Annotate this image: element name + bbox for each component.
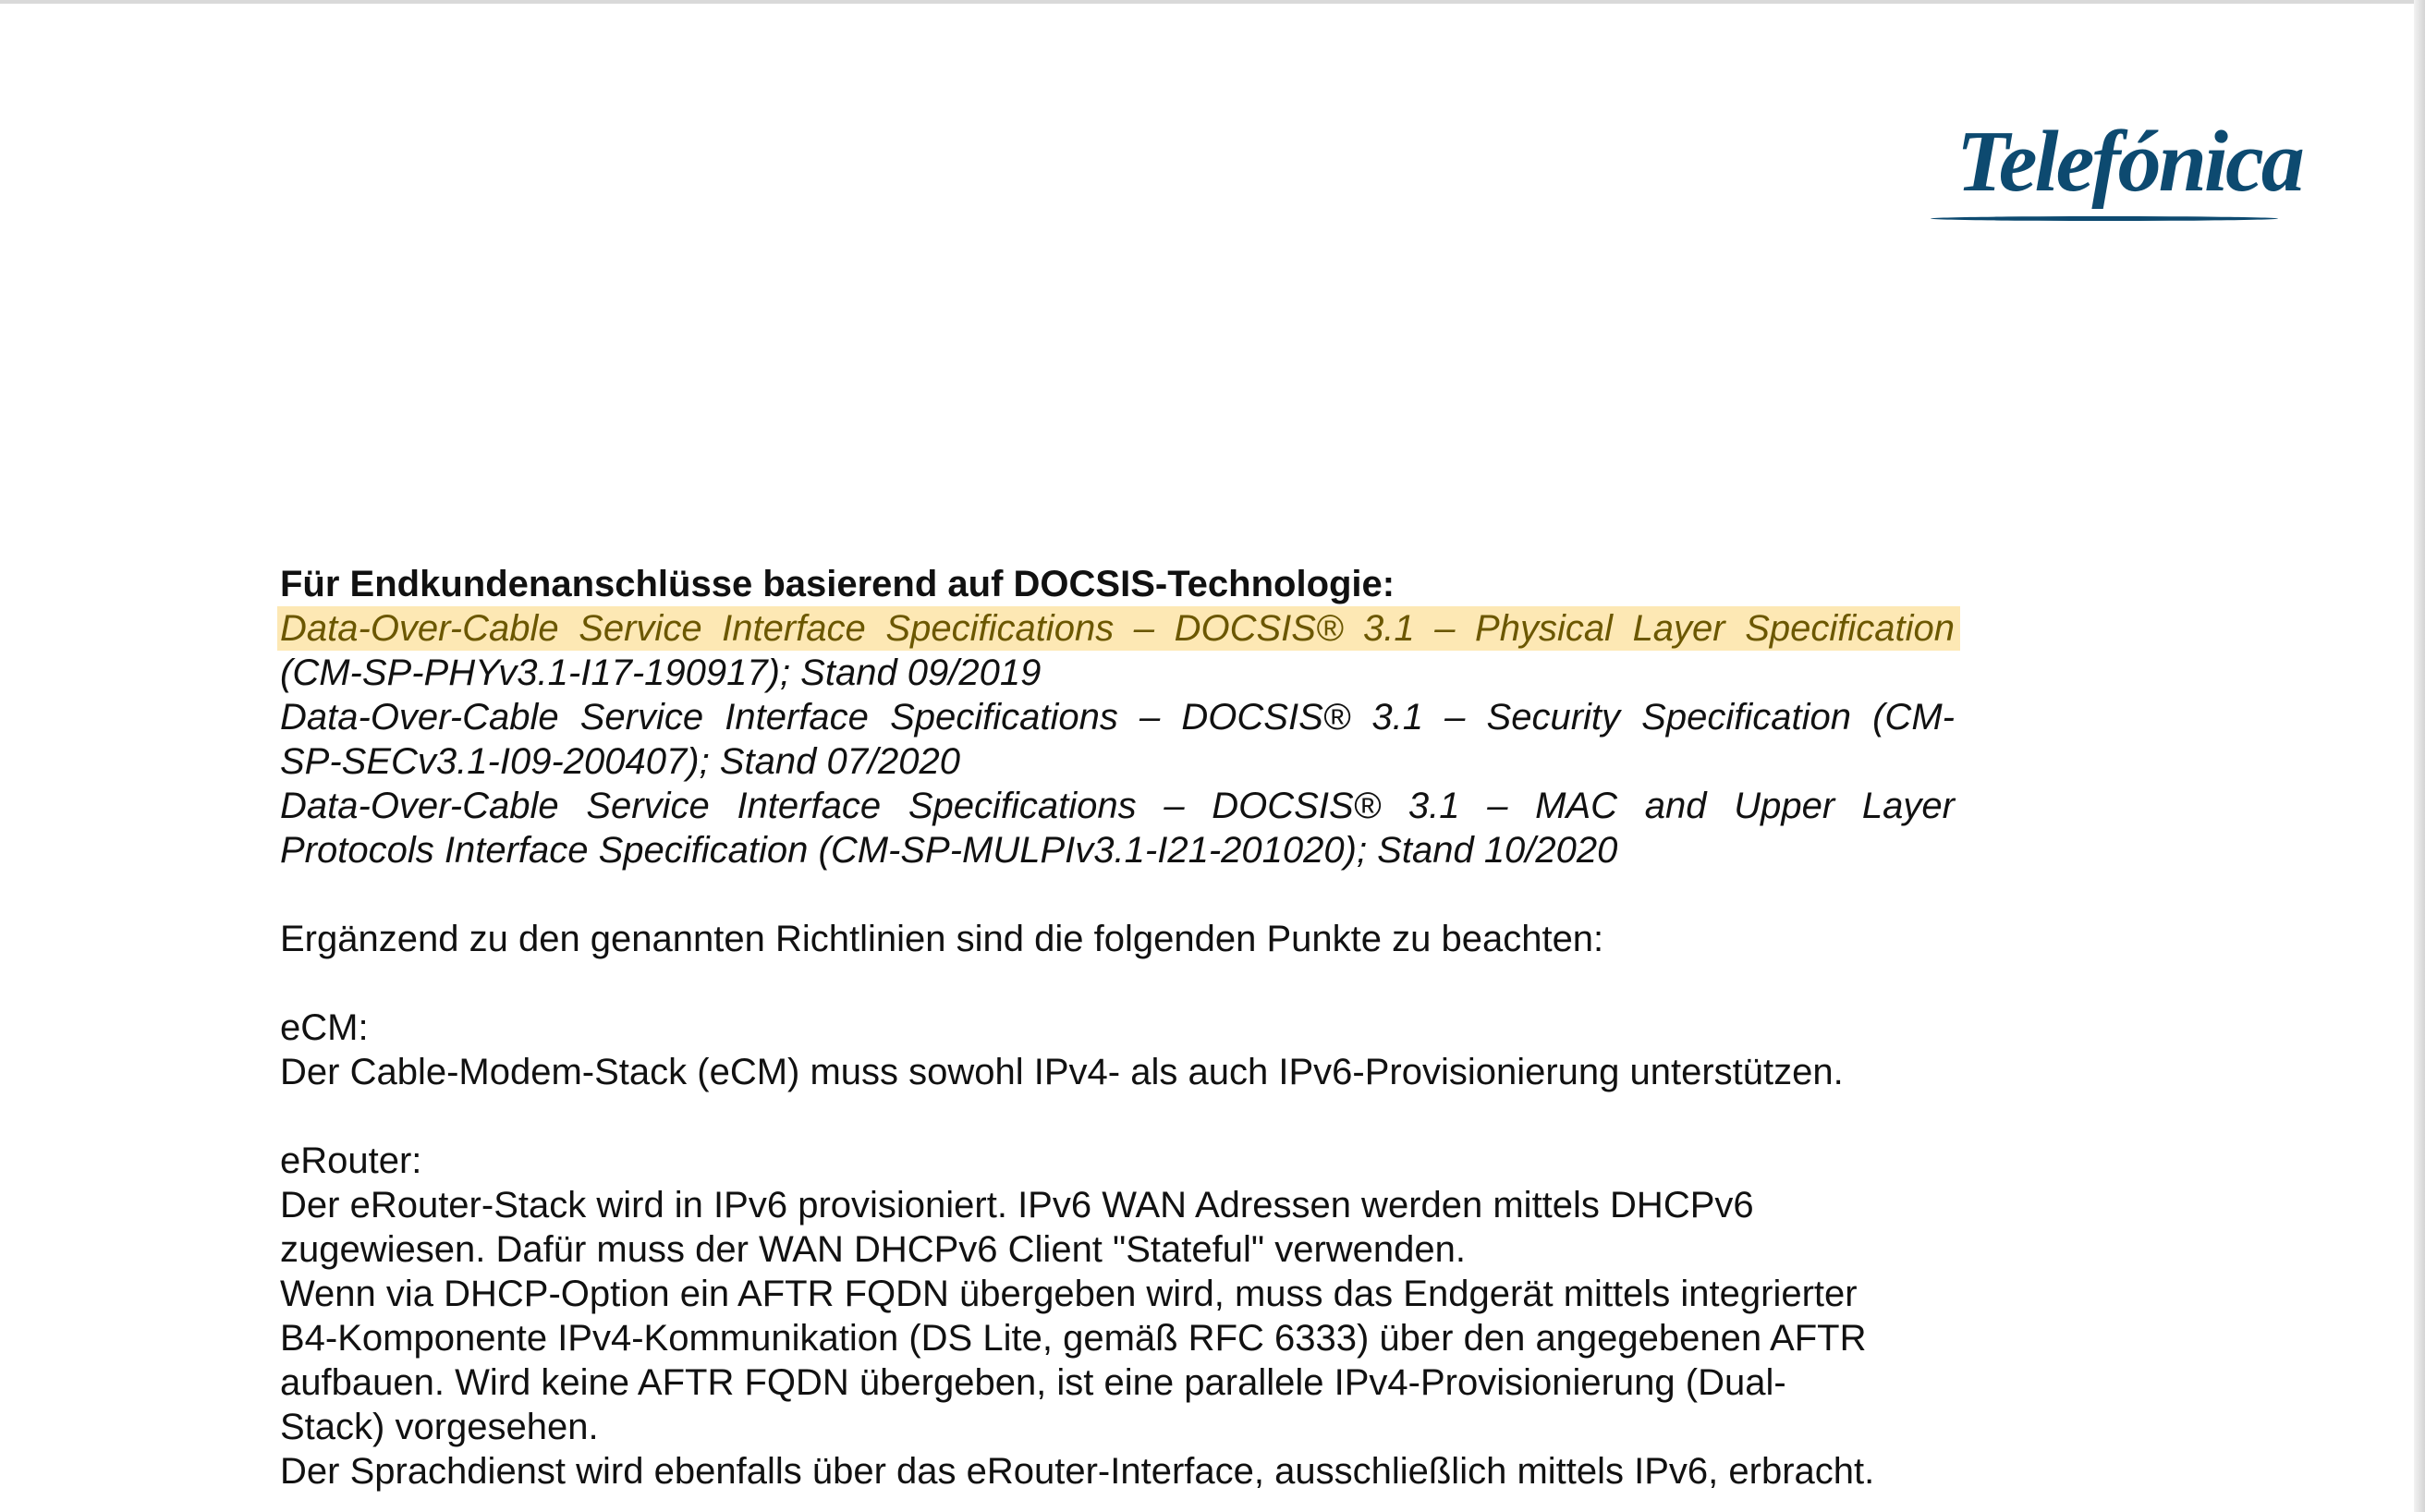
- erouter-line-2: zugewiesen. Dafür muss der WAN DHCPv6 Client "Stateful" verwenden.: [280, 1229, 1466, 1270]
- spacer: [280, 961, 1955, 1006]
- justified-word: Service: [579, 697, 704, 738]
- justified-word: DOCSIS®: [1181, 697, 1351, 738]
- erouter-line-4: B4-Komponente IPv4-Kommunikation (DS Lite, gemäß RFC 6333) über den angegebenen AFTR: [280, 1318, 1867, 1359]
- justified-word: –: [1487, 786, 1508, 826]
- spec-3-line-2: Protocols Interface Specification (CM-SP-MULPIv3.1-I21-201020); Stand 10/2020: [280, 830, 1618, 871]
- justified-word: –: [1434, 608, 1456, 649]
- justified-word: 3.1: [1363, 608, 1415, 649]
- spec-2-line-1: [280, 695, 1955, 739]
- justified-word: Physical: [1475, 608, 1613, 649]
- justified-word: Security: [1486, 697, 1621, 738]
- justified-word: Data-Over-Cable: [280, 608, 559, 649]
- justified-word: 3.1: [1407, 786, 1460, 826]
- justified-word: Specifications: [890, 697, 1118, 738]
- spec-1-line-2: (CM-SP-PHYv3.1-I17-190917); Stand 09/2019: [280, 652, 1042, 693]
- justified-word: Interface: [725, 697, 869, 738]
- document-page: [0, 4, 2414, 1512]
- justified-word: Interface: [737, 786, 882, 826]
- justified-word: (CM-: [1872, 697, 1955, 738]
- logo-underline: [1931, 216, 2278, 221]
- erouter-line-1: Der eRouter-Stack wird in IPv6 provisioniert. IPv6 WAN Adressen werden mittels DHCPv6: [280, 1185, 1754, 1225]
- section-heading: Für Endkundenanschlüsse basierend auf DOCSIS-Technologie:: [280, 564, 1395, 604]
- justified-word: Data-Over-Cable: [280, 786, 559, 826]
- justified-word: –: [1133, 608, 1155, 649]
- justified-word: Specification: [1641, 697, 1851, 738]
- telefonica-logo: [1927, 113, 2302, 233]
- justified-word: Layer: [1632, 608, 1725, 649]
- justified-word: Service: [586, 786, 710, 826]
- spec-1-line-1[interactable]: [277, 606, 1960, 651]
- spacer: [280, 872, 1955, 917]
- erouter-label: eRouter:: [280, 1140, 422, 1181]
- justified-word: Layer: [1861, 786, 1955, 826]
- justified-word: –: [1444, 697, 1466, 738]
- erouter-line-6: Stack) vorgesehen.: [280, 1407, 599, 1447]
- intro-paragraph: Ergänzend zu den genannten Richtlinien sind die folgenden Punkte zu beachten:: [280, 919, 1604, 959]
- justified-word: DOCSIS®: [1212, 786, 1382, 826]
- spacer: [280, 1094, 1955, 1139]
- justified-word: Specification: [1745, 608, 1955, 649]
- justified-word: Upper: [1734, 786, 1835, 826]
- ecm-text: Der Cable-Modem-Stack (eCM) muss sowohl IPv4- als auch IPv6-Provisionierung unterstützen.: [280, 1052, 1844, 1092]
- justified-word: and: [1644, 786, 1707, 826]
- document-body: [280, 562, 1955, 1494]
- justified-word: MAC: [1535, 786, 1618, 826]
- justified-word: Service: [579, 608, 702, 649]
- erouter-line-3: Wenn via DHCP-Option ein AFTR FQDN übergeben wird, muss das Endgerät mittels integrierter: [280, 1274, 1858, 1314]
- spec-2-line-2: SP-SECv3.1-I09-200407); Stand 07/2020: [280, 741, 961, 782]
- page-edge-shadow: [2414, 0, 2425, 1512]
- justified-word: 3.1: [1371, 697, 1423, 738]
- ecm-label: eCM:: [280, 1007, 369, 1048]
- justified-word: DOCSIS®: [1174, 608, 1344, 649]
- logo-wordmark: Telefónica: [1956, 114, 2302, 210]
- erouter-line-5: aufbauen. Wird keine AFTR FQDN übergeben, ist eine parallele IPv4-Provisionierung (Dual-: [280, 1362, 1786, 1403]
- erouter-line-7: Der Sprachdienst wird ebenfalls über das eRouter-Interface, ausschließlich mittels IPv6, erbracht.: [280, 1451, 1875, 1492]
- justified-word: Specifications: [908, 786, 1137, 826]
- justified-word: Specifications: [885, 608, 1115, 649]
- justified-word: Interface: [722, 608, 866, 649]
- justified-word: Data-Over-Cable: [280, 697, 559, 738]
- justified-word: –: [1164, 786, 1185, 826]
- spec-3-line-1: [280, 784, 1955, 828]
- justified-word: –: [1139, 697, 1161, 738]
